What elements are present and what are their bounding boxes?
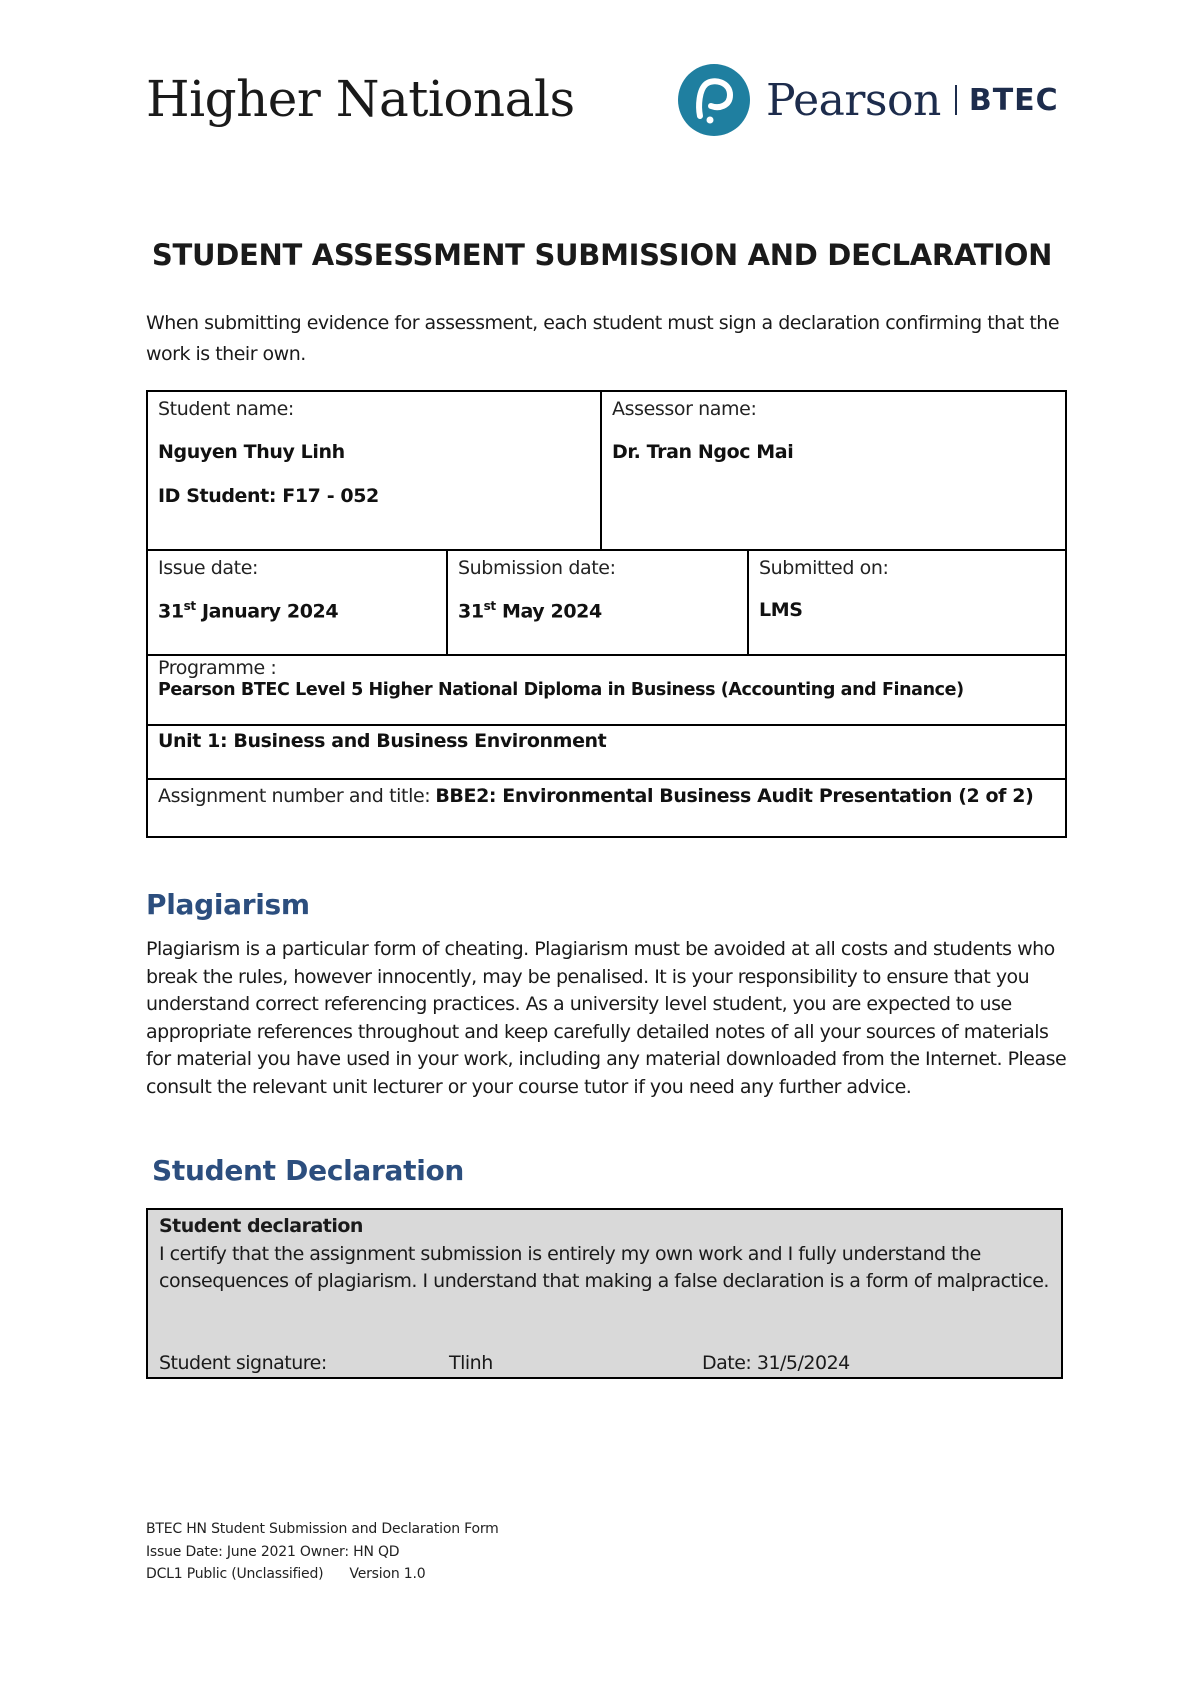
student-id-value: ID Student: F17 - 052 bbox=[158, 485, 379, 507]
programme-value: Pearson BTEC Level 5 Higher National Diploma in Business (Accounting and Finance) bbox=[158, 680, 964, 700]
assessor-name-value: Dr. Tran Ngoc Mai bbox=[612, 441, 794, 463]
student-info-table bbox=[146, 390, 1067, 838]
assignment-row bbox=[148, 778, 1065, 836]
programme-label: Programme : bbox=[158, 657, 277, 679]
programme-cell bbox=[148, 656, 1065, 724]
pearson-p-icon bbox=[676, 62, 752, 138]
assignment-cell bbox=[148, 780, 1065, 836]
footer-version: Version 1.0 bbox=[349, 1566, 426, 1582]
dates-row bbox=[148, 549, 1065, 654]
footer-classification-line bbox=[146, 1563, 499, 1586]
declaration-date: Date: 31/5/2024 bbox=[702, 1352, 850, 1374]
student-name-value: Nguyen Thuy Linh bbox=[158, 441, 345, 463]
footer-classification: DCL1 Public (Unclassified) bbox=[146, 1566, 324, 1582]
plagiarism-heading: Plagiarism bbox=[146, 888, 310, 921]
btec-wordmark: BTEC bbox=[968, 82, 1059, 118]
signature-row bbox=[159, 1350, 1054, 1378]
student-name-cell bbox=[148, 392, 600, 549]
pearson-btec-logo bbox=[676, 62, 1059, 138]
programme-row bbox=[148, 654, 1065, 724]
declaration-box-title: Student declaration bbox=[159, 1215, 363, 1237]
submitted-on-label: Submitted on: bbox=[759, 557, 889, 579]
unit-row bbox=[148, 724, 1065, 778]
assignment-label: Assignment number and title: bbox=[158, 785, 431, 807]
signature-value: Tlinh bbox=[449, 1352, 493, 1374]
submission-date-label: Submission date: bbox=[458, 557, 616, 579]
issue-date-label: Issue date: bbox=[158, 557, 259, 579]
assignment-value: BBE2: Environmental Business Audit Presentation (2 of 2) bbox=[435, 785, 1034, 807]
issue-date-value: 31st January 2024 bbox=[158, 599, 339, 623]
document-title: STUDENT ASSESSMENT SUBMISSION AND DECLARATION bbox=[151, 238, 1053, 272]
declaration-text: I certify that the assignment submission is entirely my own work and I fully understand the consequences of plagiarism. I understand that making a false declaration is a form of malpractice. bbox=[159, 1242, 1049, 1293]
plagiarism-text: Plagiarism is a particular form of cheating. Plagiarism must be avoided at all costs and students who break the rules, however innocently, may be penalised. It is your responsibility to ensure that you understand correct referencing practices. As a university level student, you are expected to use appropriate references throughout and keep carefully detailed notes of all your sources of materials for material you have used in your work, including any material downloaded from the Internet. Please consult the relevant unit lecturer or your course tutor if you need any further advice. bbox=[146, 938, 1067, 1098]
submission-date-value: 31st May 2024 bbox=[458, 599, 602, 623]
names-row bbox=[148, 392, 1065, 549]
submission-date-cell bbox=[446, 551, 747, 654]
signature-label: Student signature: bbox=[159, 1352, 327, 1374]
submitted-on-value: LMS bbox=[759, 599, 803, 621]
unit-value: Unit 1: Business and Business Environment bbox=[158, 730, 607, 752]
issue-date-cell bbox=[148, 551, 446, 654]
submitted-on-cell bbox=[747, 551, 1065, 654]
assessor-name-label: Assessor name: bbox=[612, 398, 757, 420]
footer-issue-owner: Issue Date: June 2021 Owner: HN QD bbox=[146, 1543, 400, 1560]
student-name-label: Student name: bbox=[158, 398, 294, 420]
assessor-name-cell bbox=[600, 392, 1065, 549]
footer-form-name: BTEC HN Student Submission and Declaration Form bbox=[146, 1521, 499, 1537]
declaration-box bbox=[146, 1208, 1063, 1379]
student-declaration-heading: Student Declaration bbox=[152, 1154, 465, 1187]
unit-cell bbox=[148, 726, 1065, 778]
pearson-wordmark: Pearson bbox=[766, 74, 941, 126]
page-footer bbox=[146, 1518, 499, 1586]
intro-text: When submitting evidence for assessment, each student must sign a declaration confirming that the work is their own. bbox=[146, 312, 1060, 365]
logo-separator bbox=[955, 85, 957, 115]
higher-nationals-brand: Higher Nationals bbox=[146, 70, 575, 128]
